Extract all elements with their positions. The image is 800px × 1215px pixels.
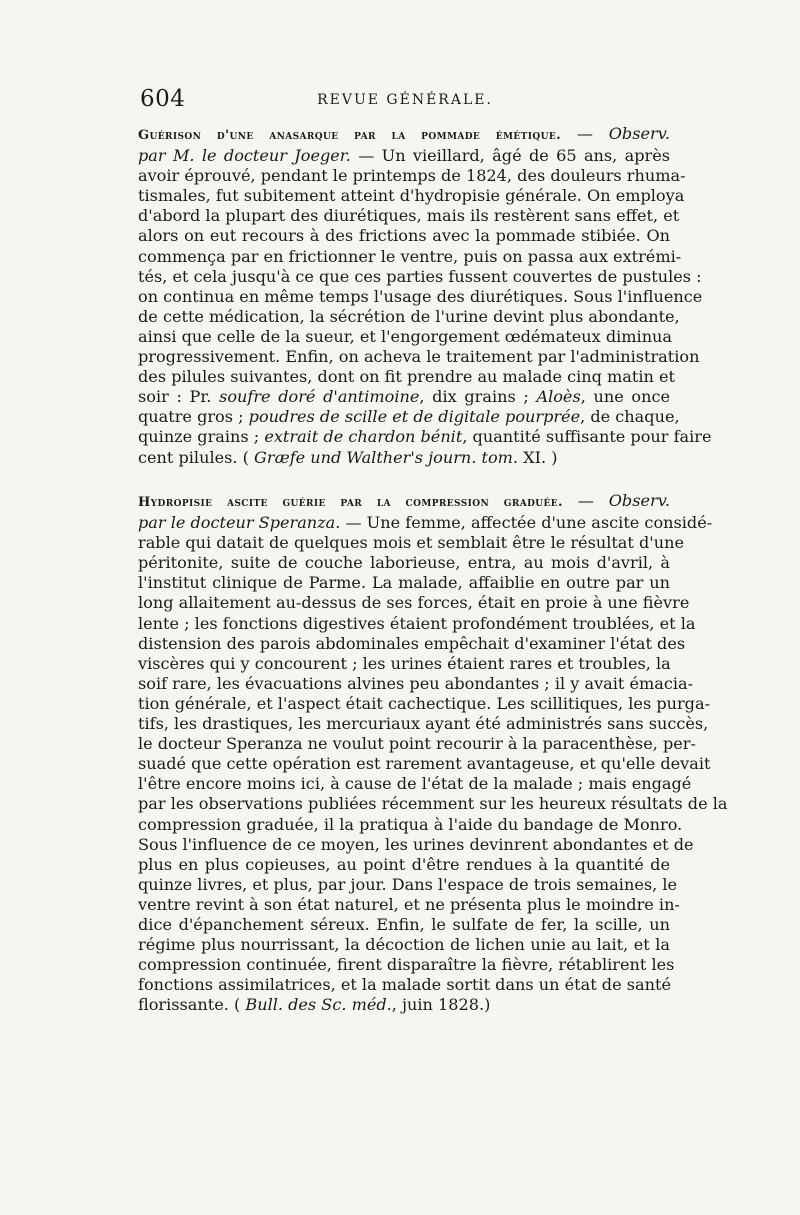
- text-line: [138, 533, 684, 553]
- body-text: alors on eut recours à des frictions avec la pommade stibiée. On: [138, 226, 670, 246]
- text-line: [138, 427, 712, 447]
- body-text: — Une femme, affectée d'une ascite considé-: [340, 513, 713, 533]
- article-anasarque: [138, 124, 712, 468]
- text-line: [138, 326, 673, 347]
- body-text: Sous l'influence de ce moyen, les urines devinrent abondantes et de: [138, 834, 694, 854]
- body-text: le docteur Speranza ne voulut point recourir à la paracenthèse, per-: [138, 734, 696, 754]
- body-text: distension des parois abdominales empêchait d'examiner l'état des: [138, 633, 686, 653]
- italic-text: Bull. des Sc. méd.: [245, 995, 392, 1015]
- text-line: [138, 286, 703, 307]
- body-text: dice d'épanchement séreux. Enfin, le sulfate de fer, la scille, un: [138, 914, 670, 934]
- text-line: [138, 754, 711, 774]
- text-line: [138, 166, 686, 186]
- italic-text: extrait de chardon bénit: [264, 427, 463, 447]
- article-title: Guérison d'une anasarque par la pommade émétique.: [138, 128, 562, 143]
- text-line: [138, 774, 692, 794]
- body-text: ainsi que celle de la sueur, et l'engorgement œdémateux diminua: [138, 326, 673, 346]
- body-text: on continua en même temps l'usage des diurétiques. Sous l'influence: [138, 286, 703, 306]
- text-line: [138, 226, 670, 246]
- text-line: [138, 553, 670, 573]
- body-text: d'abord la plupart des diurétiques, mais ils restèrent sans effet, et: [138, 206, 680, 226]
- text-line: [138, 347, 700, 367]
- body-text: quatre gros ;: [138, 407, 249, 427]
- text-line: [138, 995, 670, 1015]
- body-text: long allaitement au-dessus de ses forces, était en proie à une fièvre: [138, 593, 690, 613]
- text-line: [138, 367, 675, 387]
- body-text: suadé que cette opération est rarement avantageuse, et qu'elle devait: [138, 754, 711, 774]
- body-text: fonctions assimilatrices, et la malade sortit dans un état de santé: [138, 975, 671, 995]
- body-text: , quantité suffisante pour faire: [462, 427, 712, 447]
- italic-text: poudres de scille et de digitale pourprée: [248, 407, 581, 427]
- italic-text: Aloès: [536, 387, 581, 407]
- text-line: [138, 714, 709, 734]
- italic-text: par le docteur Speranza.: [138, 513, 341, 533]
- text-line: [138, 915, 670, 935]
- body-text: soir : Pr.: [138, 387, 220, 407]
- text-line: [138, 387, 670, 407]
- page-number: 604: [140, 86, 186, 112]
- body-text: , dix grains ;: [419, 387, 537, 407]
- body-text: péritonite, suite de couche laborieuse, entra, au mois d'avril, à: [138, 553, 670, 573]
- text-line: [138, 834, 694, 855]
- body-text: commença par en frictionner le ventre, puis on passa aux extrémi-: [138, 246, 682, 266]
- body-text: régime plus nourrissant, la décoction de lichen unie au lait, et la: [138, 935, 670, 955]
- text-line: [138, 513, 713, 533]
- body-text: progressivement. Enfin, on acheva le traitement par l'administration: [138, 347, 700, 367]
- text-line: [138, 855, 670, 875]
- body-text: plus en plus copieuses, au point d'être rendues à la quantité de: [138, 854, 670, 874]
- text-line: [138, 673, 694, 694]
- italic-text: soufre doré d'antimoine: [219, 387, 420, 407]
- text-line: [138, 491, 670, 513]
- body-text: , juin 1828.): [391, 995, 491, 1015]
- body-text: rable qui datait de quelques mois et semblait être le résultat d'une: [138, 533, 684, 553]
- body-text: lente ; les fonctions digestives étaient profondément troublées, et la: [138, 613, 696, 633]
- body-text: compression continuée, firent disparaître la fièvre, rétablirent les: [138, 955, 675, 975]
- body-text: tés, et cela jusqu'à ce que ces parties fussent couvertes de pustules :: [138, 266, 702, 286]
- article-title: Hydropisie ascite guérie par la compression graduée.: [138, 495, 563, 510]
- body-text: par les observations publiées récemment sur les heureux résultats de la: [138, 794, 728, 814]
- text-line: [138, 654, 670, 674]
- text-line: [138, 407, 680, 427]
- article-hydropisie-ascite: [138, 491, 728, 1015]
- body-text: quinze grains ;: [138, 427, 265, 447]
- text-line: [138, 633, 686, 654]
- text-line: [138, 246, 682, 267]
- text-line: [138, 935, 670, 955]
- body-text: soif rare, les évacuations alvines peu abondantes ; il y avait émacia-: [138, 673, 694, 693]
- text-line: [138, 955, 675, 975]
- text-line: [138, 794, 728, 814]
- body-text: —: [562, 491, 609, 510]
- text-line: [138, 593, 690, 613]
- italic-text: par M. le docteur Joeger.: [138, 146, 351, 166]
- text-line: [138, 613, 696, 634]
- body-text: compression graduée, il la pratiqua à l'aide du bandage de Monro.: [138, 814, 683, 834]
- body-text: l'institut clinique de Parme. La malade, affaiblie en outre par un: [138, 573, 670, 593]
- body-text: — Un vieillard, âgé de 65 ans, après: [350, 146, 671, 166]
- body-text: , de chaque,: [580, 407, 680, 427]
- body-text: de cette médication, la sécrétion de l'urine devint plus abondante,: [138, 306, 680, 326]
- body-text: tifs, les drastiques, les mercuriaux ayant été administrés sans succès,: [138, 714, 709, 734]
- text-line: [138, 693, 711, 714]
- text-line: [138, 814, 683, 835]
- text-line: [138, 874, 678, 895]
- text-line: [138, 206, 680, 226]
- body-text: XI. ): [518, 447, 558, 467]
- body-text: avoir éprouvé, pendant le printemps de 1824, des douleurs rhuma-: [138, 166, 686, 186]
- italic-text: Observ.: [608, 124, 670, 143]
- body-text: , une once: [580, 387, 671, 407]
- running-head: REVUE GÉNÉRALE.: [317, 92, 493, 108]
- text-line: [138, 124, 670, 146]
- text-line: [138, 186, 685, 206]
- page-header: [140, 86, 670, 116]
- body-text: —: [561, 124, 609, 143]
- text-line: [138, 573, 670, 593]
- body-text: quinze livres, et plus, par jour. Dans l'espace de trois semaines, le: [138, 874, 678, 894]
- body-text: ventre revint à son état naturel, et ne présenta plus le moindre in-: [138, 894, 680, 914]
- body-text: cent pilules. (: [138, 447, 255, 467]
- text-line: [138, 734, 696, 754]
- italic-text: Græfe und Walther's journ. tom.: [254, 447, 519, 467]
- body-text: tion générale, et l'aspect était cachectique. Les scillitiques, les purga-: [138, 693, 711, 713]
- body-text: des pilules suivantes, dont on fit prendre au malade cinq matin et: [138, 367, 675, 387]
- text-line: [138, 894, 680, 915]
- body-text: l'être encore moins ici, à cause de l'état de la malade ; mais engagé: [138, 774, 692, 794]
- body-text: viscères qui y concourent ; les urines étaient rares et troubles, la: [138, 653, 671, 673]
- text-line: [138, 306, 680, 327]
- text-line: [138, 975, 670, 995]
- body-text: tismales, fut subitement atteint d'hydropisie générale. On employa: [138, 186, 685, 206]
- italic-text: Observ.: [608, 491, 670, 510]
- body-text: florissante. (: [138, 995, 246, 1015]
- text-line: [138, 448, 670, 468]
- text-line: [138, 266, 702, 287]
- text-line: [138, 146, 670, 166]
